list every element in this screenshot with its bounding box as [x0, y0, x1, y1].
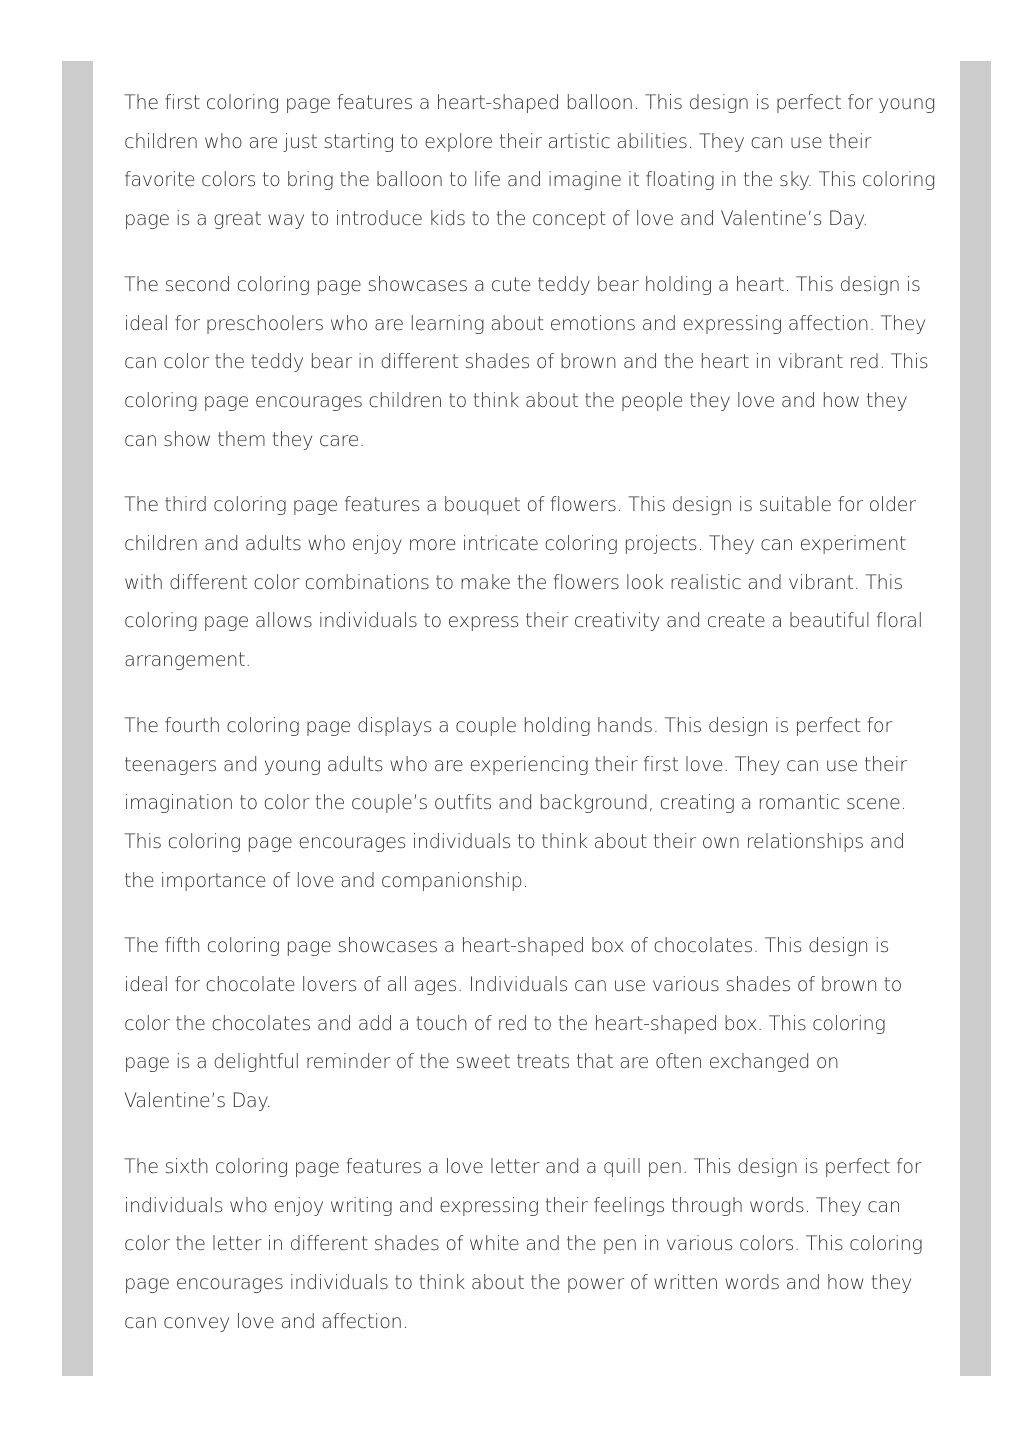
paragraph-balloon: The first coloring page features a heart-shaped balloon. This design is perfect for young children who are just starting to explore their artistic abilities. They can use their favorite colors to bring the balloon to life and imagine it floating in the sky. This coloring page is a great way to introduce kids to the concept of love and Valentine’s Day. [124, 91, 936, 231]
paragraph-couple: The fourth coloring page displays a couple holding hands. This design is perfect for teenagers and young adults who are experiencing their first love. They can use their imagination to color the couple’s outfits and background, creating a romantic scene. This coloring page encourages individuals to think about their own relationships and the importance of love and companionship. [124, 713, 907, 892]
article-body [124, 84, 936, 1368]
paragraph-bouquet: The third coloring page features a bouquet of flowers. This design is suitable for older children and adults who enjoy more intricate coloring projects. They can experiment with different color combinations to make the flowers look realistic and vibrant. This coloring page allows individuals to express their creativity and create a beautiful floral arrangement. [124, 493, 923, 672]
right-margin-bar [960, 61, 991, 1376]
paragraph-teddy-bear: The second coloring page showcases a cute teddy bear holding a heart. This design is ideal for preschoolers who are learning about emotions and expressing affection. They can color the teddy bear in different shades of brown and the heart in vibrant red. This coloring page encourages children to think about the people they love and how they can show them they care. [124, 272, 929, 451]
left-margin-bar [62, 61, 93, 1376]
paragraph-love-letter: The sixth coloring page features a love letter and a quill pen. This design is perfect for individuals who enjoy writing and expressing their feelings through words. They can color the letter in different shades of white and the pen in various colors. This coloring page encourages individuals to think about the power of written words and how they can convey love and affection. [124, 1154, 923, 1333]
paragraph-chocolates: The fifth coloring page showcases a heart-shaped box of chocolates. This design is ideal for chocolate lovers of all ages. Individuals can use various shades of brown to color the chocolates and add a touch of red to the heart-shaped box. This coloring page is a delightful reminder of the sweet treats that are often exchanged on Valentine’s Day. [124, 934, 903, 1113]
